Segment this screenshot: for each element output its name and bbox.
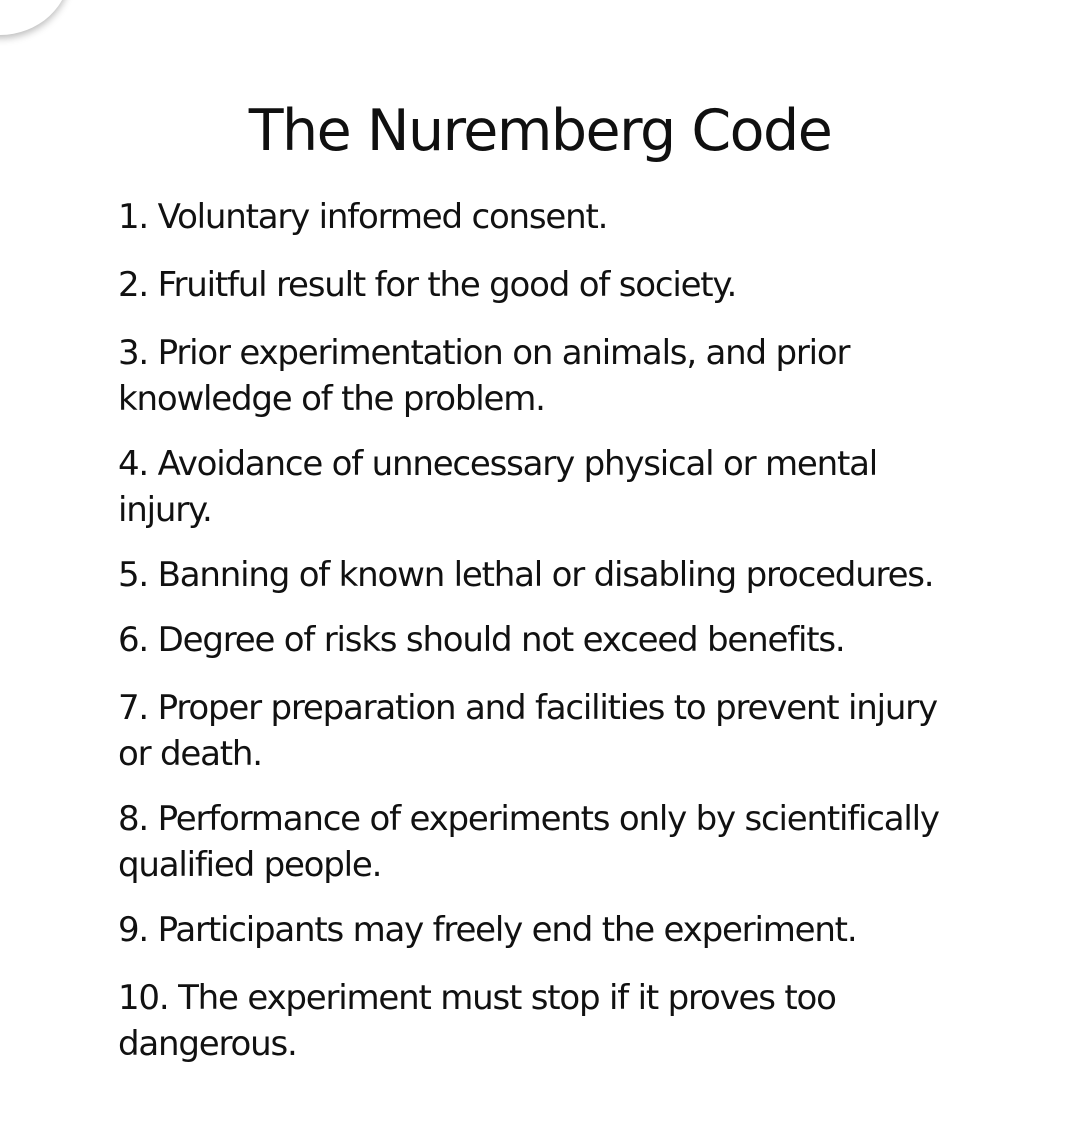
principle-3: 3. Prior experimentation on animals, and prior knowledge of the problem.	[118, 333, 850, 419]
principle-10: 10. The experiment must stop if it proves too dangerous.	[118, 978, 836, 1064]
principle-1: 1. Voluntary informed consent.	[118, 197, 608, 237]
principle-2: 2. Fruitful result for the good of society.	[118, 265, 737, 305]
principle-9: 9. Participants may freely end the experiment.	[118, 910, 857, 950]
principle-5: 5. Banning of known lethal or disabling procedures.	[118, 555, 934, 595]
document-title: The Nuremberg Code	[248, 98, 832, 164]
principle-7: 7. Proper preparation and facilities to prevent injury or death.	[118, 688, 937, 774]
principles-list	[118, 194, 968, 1067]
principle-8: 8. Performance of experiments only by scientifically qualified people.	[118, 799, 939, 885]
principle-4: 4. Avoidance of unnecessary physical or mental injury.	[118, 444, 877, 530]
principle-6: 6. Degree of risks should not exceed benefits.	[118, 620, 845, 660]
